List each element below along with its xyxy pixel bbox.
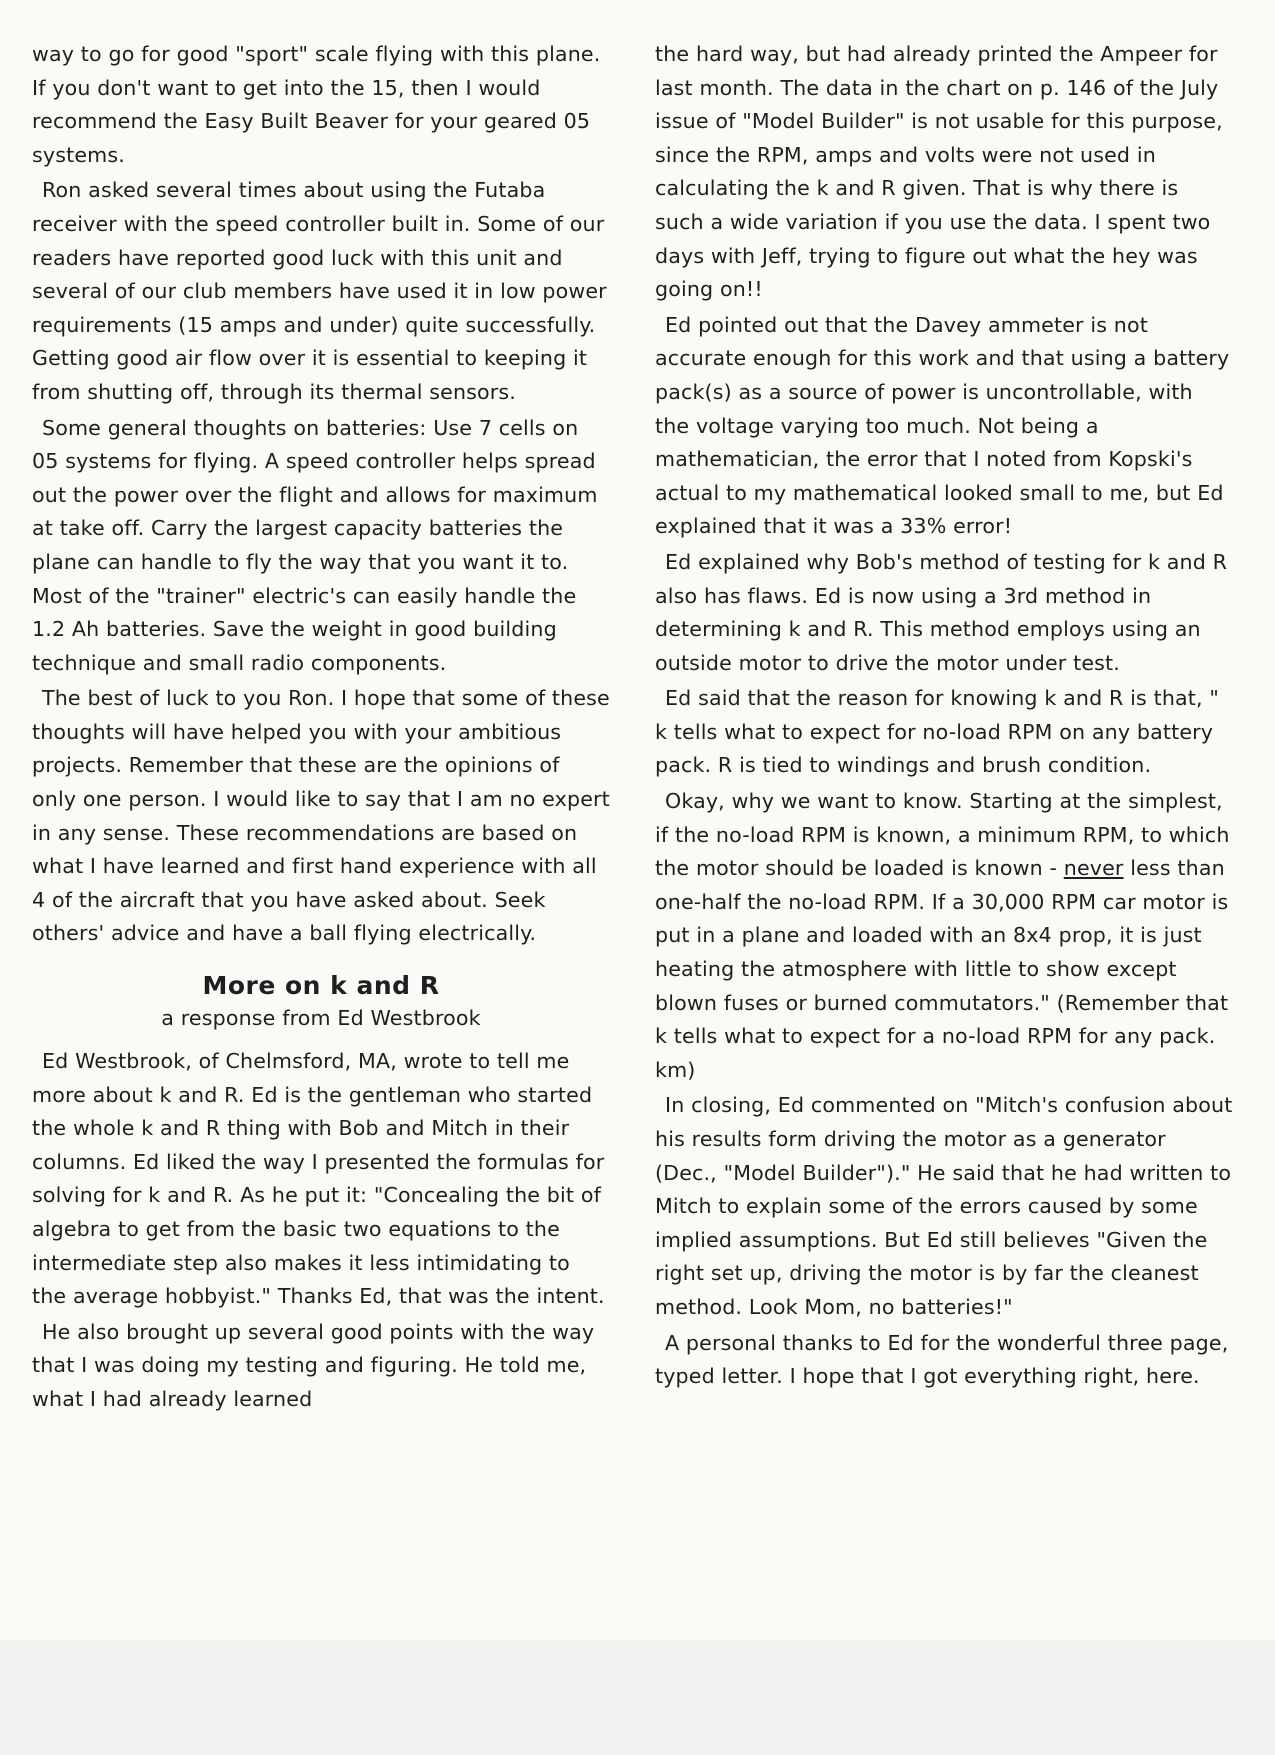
paragraph: He also brought up several good points with the way that I was doing my testing and figuring. He told me, what I had already learned [32,1319,595,1411]
underlined-word: never [1063,856,1124,881]
text-run: less than one-half the no-load RPM. If a 30,000 RPM car motor is put in a plane and loaded with an 8x4 prop, it is just heating the atmosphere with little to show except blown fuses or burned commutators." (Remember that k tells what to expect for a no-load RPM for any pack. km) [655,856,1229,1082]
scan-margin [0,1640,1275,1755]
section-title: More on k and R [202,971,440,1001]
text-run: Okay, why we want to know. Starting at the simplest, if the no-load RPM is known, a minimum RPM, to which the motor should be loaded is known - [655,789,1230,881]
paragraph: Ed explained why Bob's method of testing for k and R also has flaws. Ed is now using a 3rd method in determining k and R. This method employs using an outside motor to drive the motor under test. [655,549,1228,675]
left-column [32,38,610,1419]
paragraph [655,785,1233,1087]
paragraph: Ed Westbrook, of Chelmsford, MA, wrote to tell me more about k and R. Ed is the gentleman who started the whole k and R thing with Bob and Mitch in their columns. Ed liked the way I presented the formulas for solving for k and R. As he put it: "Concealing the bit of algebra to get from the basic two equations to the intermediate step also makes it less intimidating to the average hobbyist." Thanks Ed, that was the intent. [32,1049,605,1309]
paragraph: Ed said that the reason for knowing k and R is that, " k tells what to expect for no-load RPM on any battery pack. R is tied to windings and brush condition. [655,686,1220,778]
paragraph: way to go for good "sport" scale flying with this plane. If you don't want to get into the 15, then I would recommend the Easy Built Beaver for your geared 05 systems. [32,42,601,167]
paragraph: Ed pointed out that the Davey ammeter is not accurate enough for this work and that using a battery pack(s) as a source of power is uncontrollable, with the voltage varying too much. Not being a mathematician, the error that I noted from Kopski's actual to my mathematical looked small to me, but Ed explained that it was a 33% error! [655,312,1230,539]
paragraph: Some general thoughts on batteries: Use 7 cells on 05 systems for flying. A speed controller helps spread out the power over the flight and allows for maximum at take off. Carry the largest capacity batteries the plane can handle to fly the way that you want it to. Most of the "trainer" electric's can easily handle the 1.2 Ah batteries. Save the weight in good building technique and small radio components. [32,415,598,675]
right-column [655,38,1233,1396]
paragraph: A personal thanks to Ed for the wonderful three page, typed letter. I hope that I got everything right, here. [655,1330,1229,1389]
section-subtitle: a response from Ed Westbrook [161,1006,481,1031]
paragraph: The best of luck to you Ron. I hope that some of these thoughts will have helped you with your ambitious projects. Remember that these are the opinions of only one person. I would like to say that I am no expert in any sense. These recommendations are based on what I have learned and first hand experience with all 4 of the aircraft that you have asked about. Seek others' advice and have a ball flying electrically. [32,686,610,946]
paragraph: In closing, Ed commented on "Mitch's confusion about his results form driving the motor as a generator (Dec., "Model Builder")." He said that he had written to Mitch to explain some of the errors caused by some implied assumptions. But Ed still believes "Given the right set up, driving the motor is by far the cleanest method. Look Mom, no batteries!" [655,1093,1233,1319]
paragraph: Ron asked several times about using the Futaba receiver with the speed controller built in. Some of our readers have reported good luck with this unit and several of our club members have used it in low power requirements (15 amps and under) quite successfully. Getting good air flow over it is essential to keeping it from shutting off, through its thermal sensors. [32,178,607,404]
paragraph: the hard way, but had already printed the Ampeer for last month. The data in the chart on p. 146 of the July issue of "Model Builder" is not usable for this purpose, since the RPM, amps and volts were not used in calculating the k and R given. That is why there is such a wide variation if you use the data. I spent two days with Jeff, trying to figure out what the hey was going on!! [655,42,1223,302]
